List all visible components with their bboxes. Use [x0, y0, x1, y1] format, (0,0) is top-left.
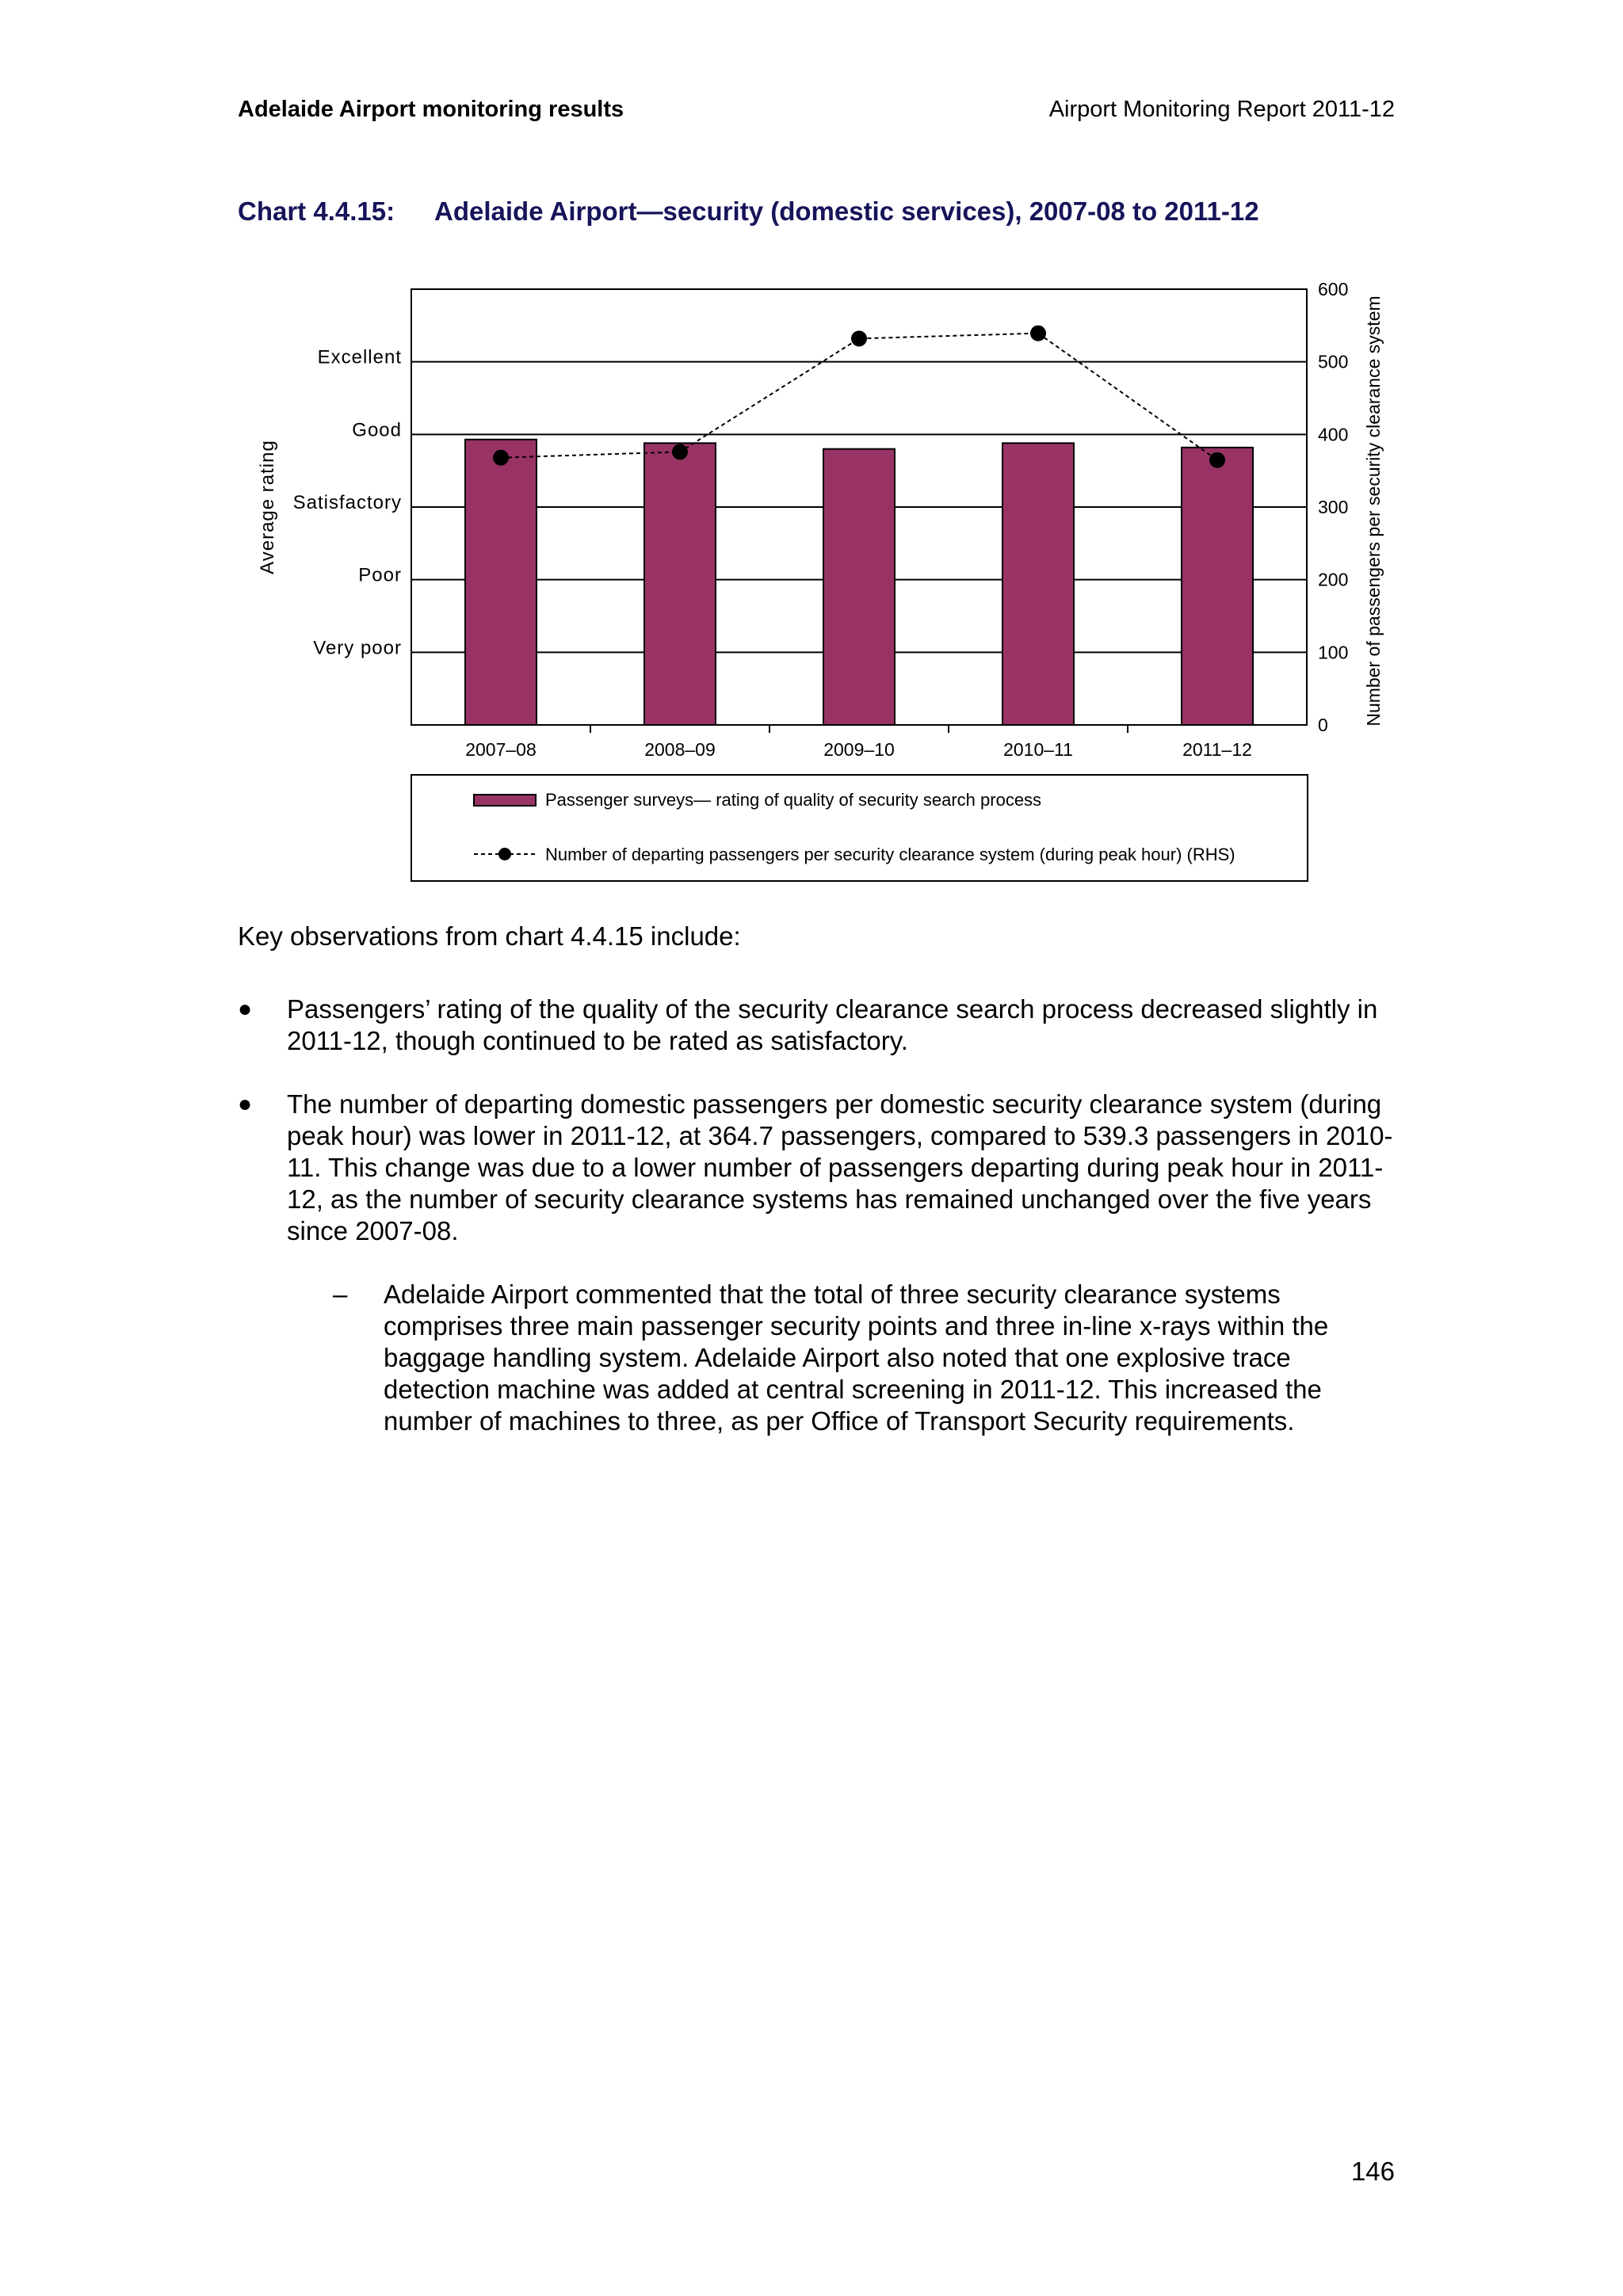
chart-number: Chart 4.4.15:: [238, 196, 395, 226]
line-series: [493, 326, 1225, 468]
page-number: 146: [1350, 2157, 1395, 2186]
line-point: [672, 444, 688, 460]
right-tick-label: 500: [1318, 351, 1349, 372]
x-tick-label: 2007–08: [465, 739, 537, 760]
line-path: [501, 334, 1217, 460]
bullet-marker: ●: [238, 996, 253, 1022]
sub-bullet-text: Adelaide Airport commented that the total of three security clearance systems comprises three main passenger security points and three in-line x-rays within the baggage handling system. Adelaide Airport also noted that one explosive trace detection machine was added at central screening in 2011-12. This increased the number of machines to three, as per Office of Transport Security requirements.: [384, 1280, 1329, 1436]
bar: [644, 443, 716, 725]
left-axis-title: Average rating: [257, 440, 278, 574]
header-right: Airport Monitoring Report 2011-12: [1048, 97, 1395, 122]
left-tick-label: Very poor: [313, 637, 402, 659]
right-tick-label: 0: [1318, 715, 1328, 735]
left-tick-label: Good: [352, 419, 402, 441]
x-tick-label: 2010–11: [1003, 739, 1073, 760]
bar: [465, 440, 537, 725]
left-tick-label: Satisfactory: [292, 492, 402, 513]
legend-line-marker: [498, 848, 511, 860]
line-point: [851, 330, 867, 346]
line-point: [493, 450, 509, 466]
bar: [1002, 443, 1074, 725]
right-tick-label: 200: [1318, 569, 1349, 590]
bar-series: [465, 440, 1253, 725]
sub-bullet-marker: –: [333, 1280, 348, 1309]
x-tick-label: 2009–10: [823, 739, 895, 760]
security-chart: [0, 0, 1623, 903]
left-tick-label: Excellent: [317, 346, 402, 368]
header-left: Adelaide Airport monitoring results: [238, 97, 624, 122]
right-tick-label: 400: [1318, 424, 1349, 445]
bullet-text: The number of departing domestic passengers per domestic security clearance system (during peak hour) was lower in 2011-12, at 364.7 passengers, compared to 539.3 passengers in 2010-11. This change was due to a lower number of passengers departing during peak hour in 2011-12, as the number of security clearance systems has remained unchanged over the five years since 2007-08.: [287, 1089, 1393, 1245]
bar: [823, 449, 895, 725]
line-point: [1030, 326, 1046, 341]
bullet-marker: ●: [238, 1091, 253, 1117]
right-tick-label: 300: [1318, 497, 1349, 517]
right-axis-labels: [1318, 279, 1348, 735]
x-ticks: [465, 725, 1252, 760]
bar: [1182, 448, 1253, 725]
right-axis-title: Number of passengers per security clearance system: [1363, 296, 1384, 727]
line-point: [1209, 452, 1225, 468]
left-tick-label: Poor: [358, 564, 402, 586]
legend-bar-swatch: [474, 795, 536, 806]
bullet-text: Passengers’ rating of the quality of the security clearance search process decreased slightly in 2011-12, though continued to be rated as satisfactory.: [287, 994, 1378, 1055]
right-tick-label: 600: [1318, 279, 1349, 299]
x-tick-label: 2011–12: [1182, 739, 1252, 760]
legend-bar-label: Passenger surveys— rating of quality of security search process: [545, 790, 1042, 810]
right-tick-label: 100: [1318, 642, 1349, 663]
chart-title-text: Adelaide Airport—security (domestic services), 2007-08 to 2011-12: [434, 196, 1259, 226]
legend: [411, 775, 1308, 881]
x-tick-label: 2008–09: [644, 739, 716, 760]
left-axis-labels: [293, 347, 402, 659]
intro-text: Key observations from chart 4.4.15 include:: [238, 921, 741, 951]
legend-line-label: Number of departing passengers per security clearance system (during peak hour) (RHS): [545, 845, 1235, 864]
